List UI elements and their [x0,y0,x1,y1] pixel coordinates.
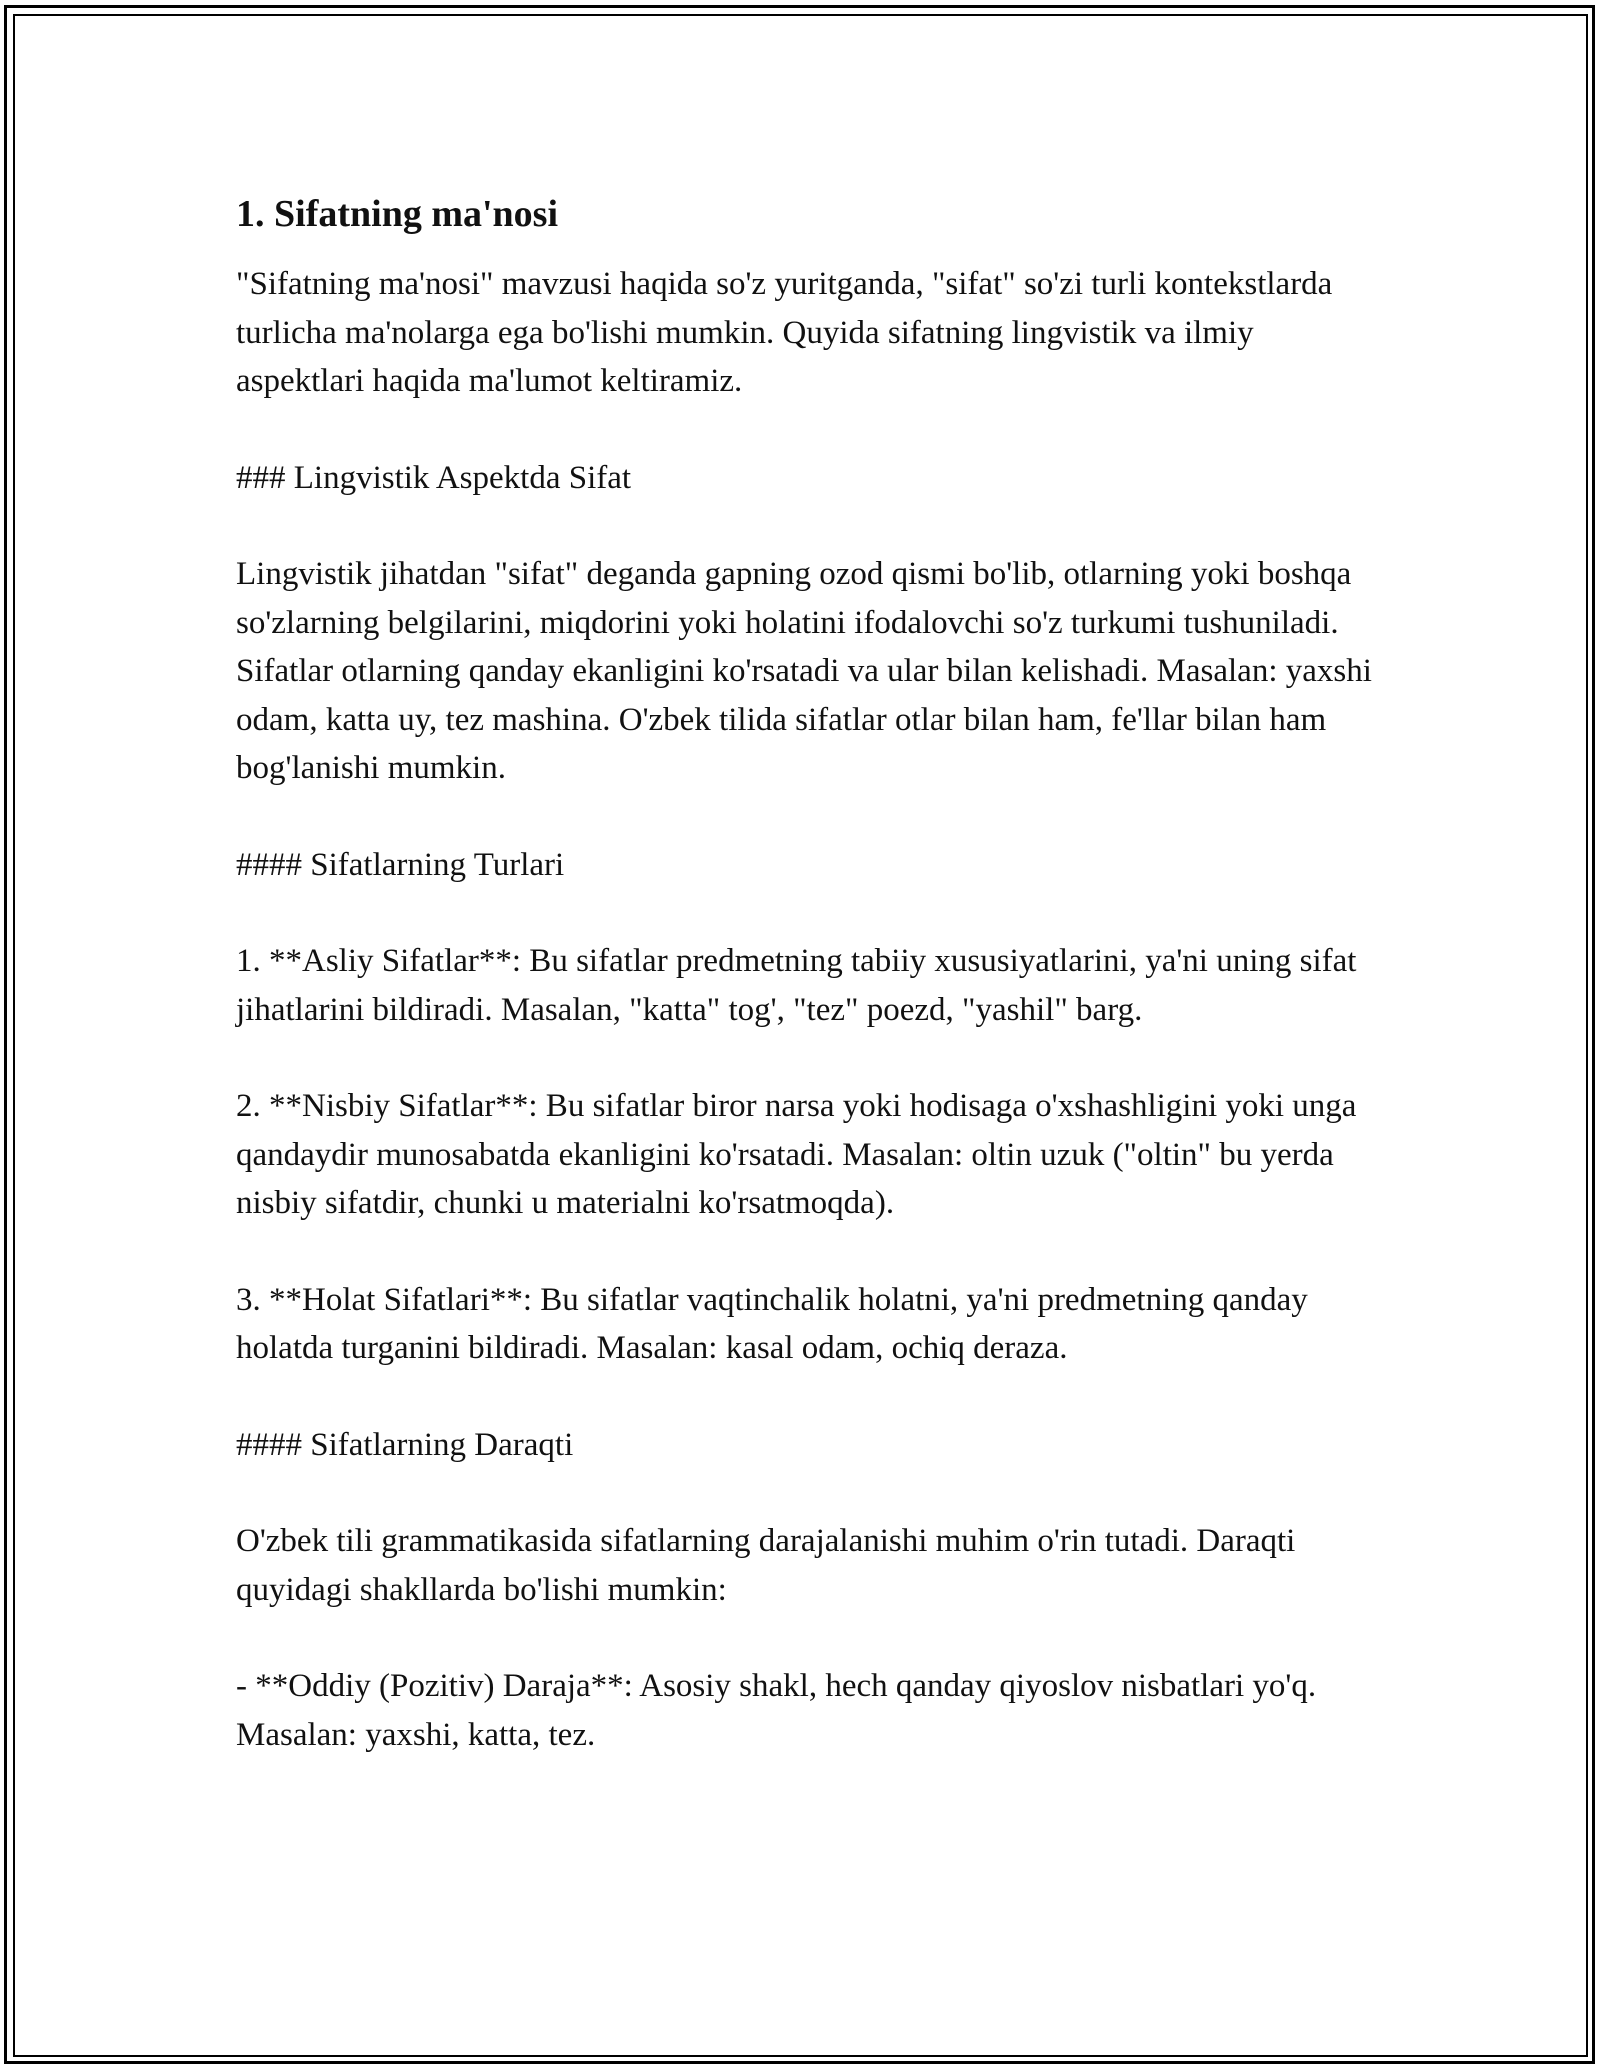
daraqti-paragraph: O'zbek tili grammatikasida sifatlarning darajalanishi muhim o'rin tutadi. Daraqti quyidagi shakllarda bo'lishi mumkin: [236,1523,1296,1608]
section-heading-lingvistik: ### Lingvistik Aspektda Sifat [236,459,632,496]
subsection-heading-turlari: #### Sifatlarning Turlari [236,846,565,883]
document-title: 1. Sifatning ma'nosi [236,193,559,235]
list-item-nisbiy: 2. **Nisbiy Sifatlar**: Bu sifatlar biror narsa yoki hodisaga o'xshashligini yoki unga qandaydir munosabatda ekanligini ko'rsatadi. Masalan: oltin uzuk ("oltin" bu yerda nisbiy sifatdir, chunki u materialni ko'rsatmoqda). [236,1088,1357,1221]
list-item-asliy: 1. **Asliy Sifatlar**: Bu sifatlar predmetning tabiiy xususiyatlarini, ya'ni uning sifat jihatlarini bildiradi. Masalan, "katta" tog', "tez" poezd, "yashil" barg. [236,943,1357,1028]
list-item-oddiy-daraja: - **Oddiy (Pozitiv) Daraja**: Asosiy shakl, hech qanday qiyoslov nisbatlari yo'q. Masalan: yaxshi, katta, tez. [236,1668,1317,1753]
document-body [236,190,1376,1807]
lingvistik-paragraph: Lingvistik jihatdan "sifat" deganda gapning ozod qismi bo'lib, otlarning yoki boshqa so'zlarning belgilarini, miqdorini yoki holatini ifodalovchi so'z turkumi tushuniladi. Sifatlar otlarning qanday ekanligini ko'rsatadi va ular bilan kelishadi. Masalan: yaxshi odam, katta uy, tez mashina. O'zbek tilida sifatlar otlar bilan ham, fe'llar bilan ham bog'lanishi mumkin. [236,556,1372,786]
subsection-heading-daraqti: #### Sifatlarning Daraqti [236,1426,574,1463]
list-item-holat: 3. **Holat Sifatlari**: Bu sifatlar vaqtinchalik holatni, ya'ni predmetning qanday holatda turganini bildiradi. Masalan: kasal odam, ochiq deraza. [236,1281,1308,1366]
intro-paragraph: "Sifatning ma'nosi" mavzusi haqida so'z yuritganda, "sifat" so'zi turli kontekstlarda turlicha ma'nolarga ega bo'lishi mumkin. Quyida sifatning lingvistik va ilmiy aspektlari haqida ma'lumot keltiramiz. [236,266,1333,399]
